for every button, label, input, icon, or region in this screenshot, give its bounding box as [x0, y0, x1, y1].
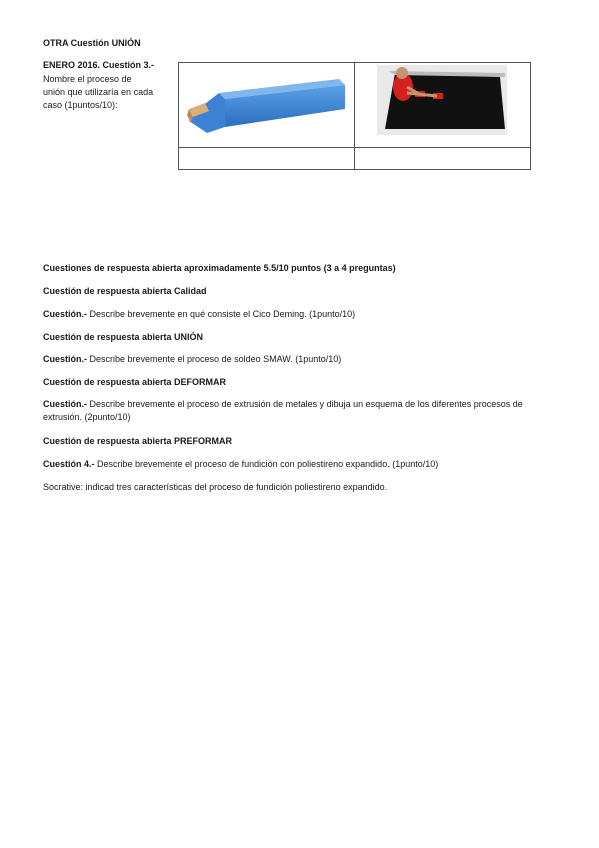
- calidad-text: Describe brevemente en qué consiste el Cico Deming. (1punto/10): [87, 309, 356, 319]
- preformar-question: [43, 459, 438, 469]
- union-label: Cuestión.-: [43, 354, 87, 364]
- union-text: Describe brevemente el proceso de soldeo SMAW. (1punto/10): [87, 354, 342, 364]
- question3-line: caso (1puntos/10):: [43, 100, 118, 110]
- image-cell-left: [179, 63, 355, 148]
- question3-line: unión que utilizaría en cada: [43, 87, 154, 97]
- image-cell-right: [355, 63, 531, 148]
- question3-table: [178, 62, 531, 170]
- deformar-text: Describe brevemente el proceso de extrusión de metales y dibuja un esquema de los diferentes procesos de extrusión. (2punto/10): [43, 399, 523, 422]
- union-heading: Cuestión de respuesta abierta UNIÓN: [43, 332, 204, 342]
- deformar-question: [43, 398, 533, 424]
- calidad-question: [43, 309, 355, 319]
- socrative-text: Socrative: indicad tres características del proceso de fundición poliestireno expandido.: [43, 482, 388, 492]
- deformar-heading: Cuestión de respuesta abierta DEFORMAR: [43, 377, 227, 387]
- answer-cell-right[interactable]: [355, 148, 531, 170]
- question3-label: ENERO 2016. Cuestión 3.-: [43, 60, 155, 70]
- calidad-heading: Cuestión de respuesta abierta Calidad: [43, 286, 207, 296]
- question3-text: [43, 73, 153, 112]
- tool-bit-icon: [179, 63, 354, 145]
- answer-cell-left[interactable]: [179, 148, 355, 170]
- preformar-heading: Cuestión de respuesta abierta PREFORMAR: [43, 436, 233, 446]
- deformar-label: Cuestión.-: [43, 399, 87, 409]
- calidad-label: Cuestión.-: [43, 309, 87, 319]
- windshield-install-photo: [355, 63, 530, 145]
- question3-line: Nombre el proceso de: [43, 74, 132, 84]
- union-question: [43, 354, 341, 364]
- preformar-label: Cuestión 4.-: [43, 459, 95, 469]
- section-heading: Cuestiones de respuesta abierta aproximadamente 5.5/10 puntos (3 a 4 preguntas): [43, 263, 396, 273]
- preformar-text: Describe brevemente el proceso de fundición con poliestireno expandido. (1punto/10): [94, 459, 439, 469]
- doc-title: OTRA Cuestión UNIÓN: [43, 38, 141, 48]
